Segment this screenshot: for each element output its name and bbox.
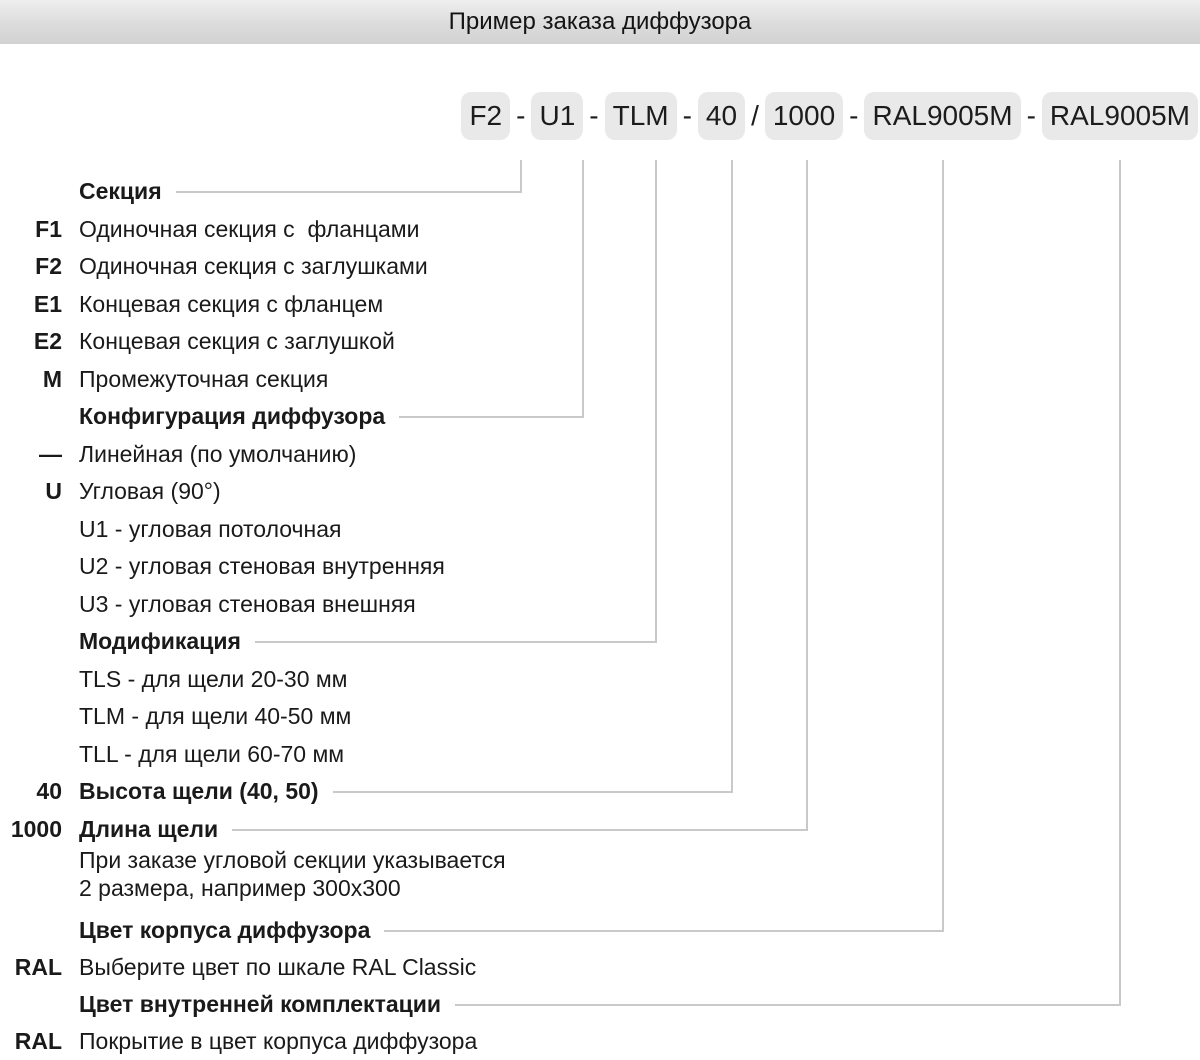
code-separator: - [1026,100,1036,131]
legend-row [0,735,1200,773]
code-separator: - [682,100,692,131]
legend-text: Промежуточная секция [79,360,342,398]
legend-row [0,874,1200,903]
legend-text: Концевая секция с заглушкой [79,322,409,360]
code-segment-tlm-2: TLM [605,92,677,140]
code-segment-40-3: 40 [698,92,745,140]
legend-text: При заказе угловой секции указывается [79,846,520,875]
legend-row [0,911,1200,949]
legend-row [0,247,1200,285]
legend-row [0,547,1200,585]
legend-text: Секция [79,172,176,210]
code-segment-ral9005m-6: RAL9005M [1042,92,1198,140]
legend-text: Угловая (90°) [79,472,235,510]
legend-code: RAL [14,1028,62,1054]
legend-code: 40 [36,778,62,804]
legend-text: Одиночная секция с фланцами [79,210,433,248]
legend-text: Линейная (по умолчанию) [79,435,370,473]
code-segment-f2-0: F2 [461,92,510,140]
legend-row [0,322,1200,360]
legend-text: U1 - угловая потолочная [79,510,356,548]
legend-row [0,510,1200,548]
legend-row [0,435,1200,473]
legend-text: Высота щели (40, 50) [79,772,333,810]
code-separator: - [849,100,859,131]
legend-row [0,585,1200,623]
legend-row [0,948,1200,986]
legend-text: Длина щели [79,810,232,848]
legend-row [0,1022,1200,1060]
legend-row [0,397,1200,435]
code-separator: - [516,100,526,131]
legend-text: Концевая секция с фланцем [79,285,397,323]
legend-code: E1 [33,291,62,317]
legend-row [0,360,1200,398]
legend-row [0,772,1200,810]
legend-row [0,172,1200,210]
legend-row [0,210,1200,248]
legend-text: U2 - угловая стеновая внутренняя [79,547,459,585]
code-segment-1000-4: 1000 [765,92,843,140]
legend-row [0,985,1200,1023]
code-separator: / [751,100,759,131]
legend-text: TLS - для щели 20-30 мм [79,660,362,698]
legend-row [0,622,1200,660]
legend-text: 2 размера, например 300х300 [79,874,415,903]
legend-code: F1 [35,216,62,242]
code-separator: - [589,100,599,131]
legend-row [0,472,1200,510]
code-segment-u1-1: U1 [531,92,583,140]
legend-row [0,810,1200,848]
legend-code: E2 [33,328,62,354]
legend-row [0,660,1200,698]
legend-text: Одиночная секция с заглушками [79,247,442,285]
legend-code: F2 [35,253,62,279]
legend-code: U [45,478,62,504]
legend-text: Цвет внутренней комплектации [79,985,455,1023]
legend-code: — [39,441,62,467]
legend-code: 1000 [10,816,62,842]
legend-text: Выберите цвет по шкале RAL Classic [79,948,490,986]
legend-text: TLM - для щели 40-50 мм [79,697,365,735]
code-segment-ral9005m-5: RAL9005M [864,92,1020,140]
legend-text: U3 - угловая стеновая внешняя [79,585,430,623]
legend-row [0,285,1200,323]
legend-text: Покрытие в цвет корпуса диффузора [79,1022,491,1060]
legend-row [0,697,1200,735]
legend-code: M [42,366,62,392]
page-title: Пример заказа диффузора [448,8,752,35]
legend-text: TLL - для щели 60-70 мм [79,735,358,773]
legend-code: RAL [14,954,62,980]
legend-text: Конфигурация диффузора [79,397,399,435]
legend-row [0,846,1200,875]
legend-text: Цвет корпуса диффузора [79,911,384,949]
legend-text: Модификация [79,622,255,660]
